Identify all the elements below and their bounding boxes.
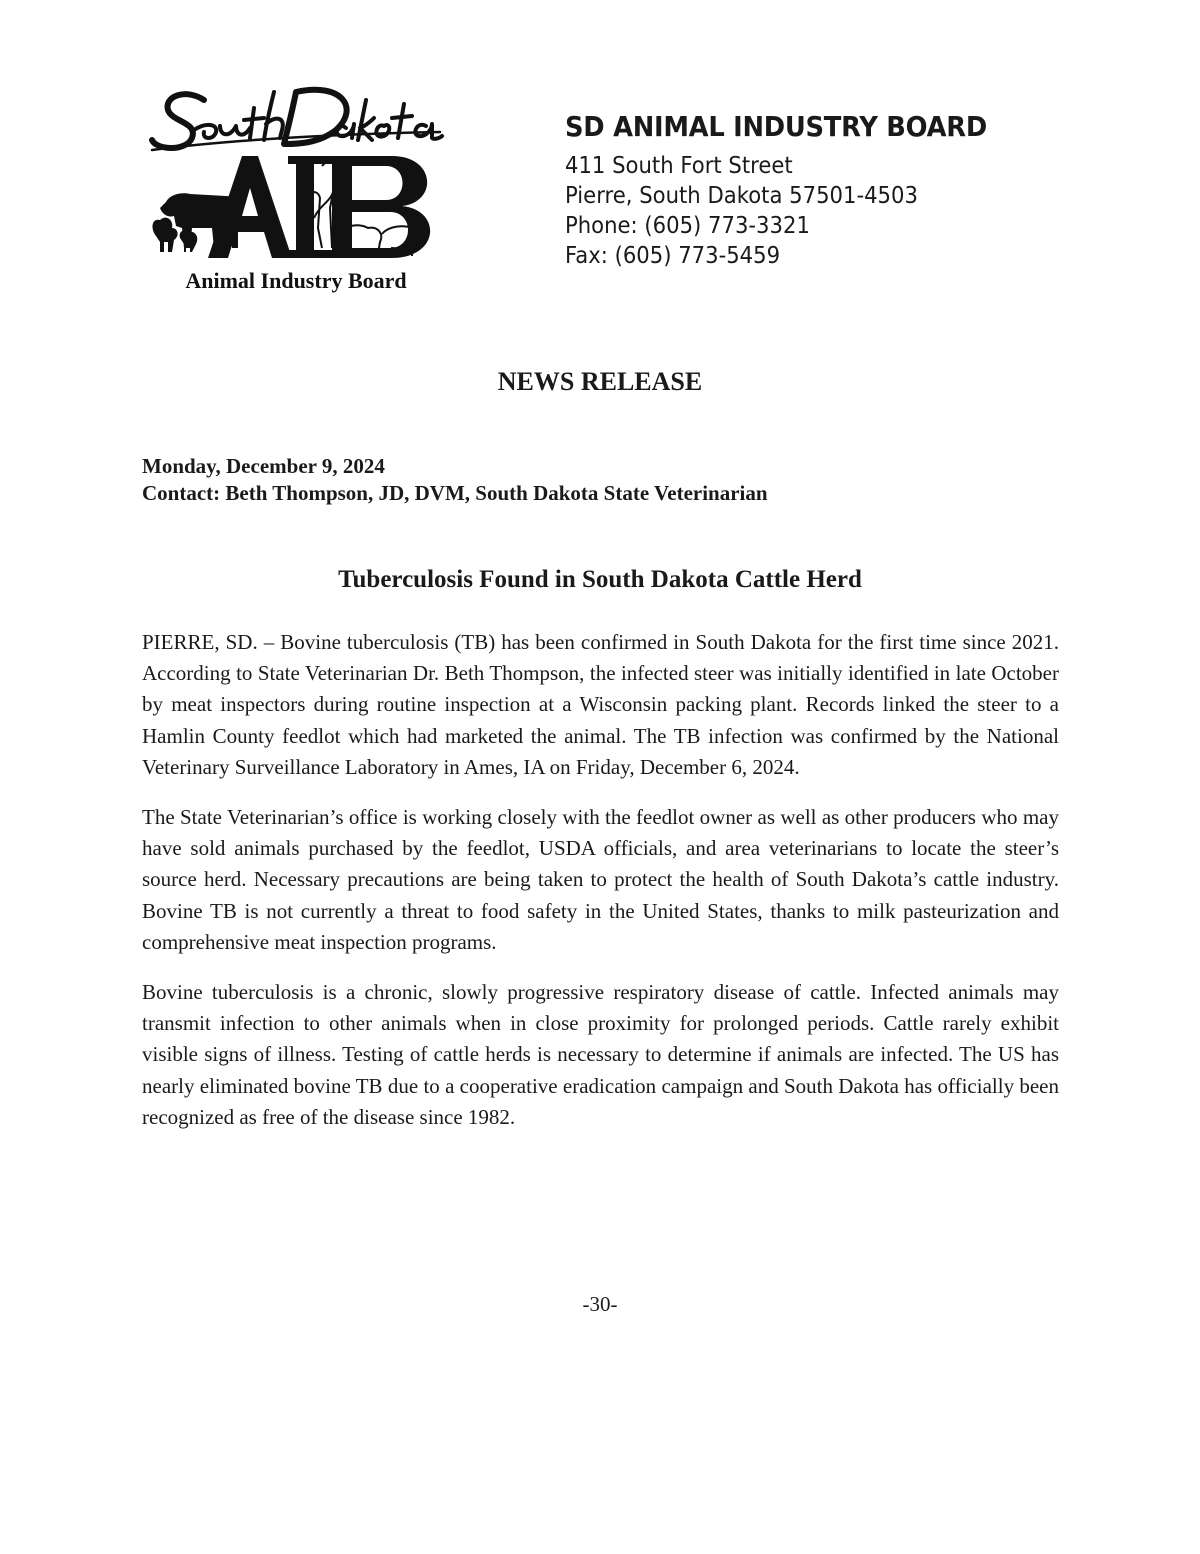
city-state-zip: Pierre, South Dakota 57501-4503 (565, 183, 918, 209)
release-type-heading: NEWS RELEASE (497, 367, 703, 396)
street-address: 411 South Fort Street (565, 153, 793, 179)
paragraph-1: PIERRE, SD. – Bovine tuberculosis (TB) has been confirmed in South Dakota for the first time since 2021. According to State Veterinarian Dr. Beth Thompson, the infected steer was initially identified in late October by meat inspectors during routine inspection at a Wisconsin packing plant. Records linked the steer to a Hamlin County feedlot which had marketed the animal. The TB infection was confirmed by the National Veterinary Surveillance Laboratory in Ames, IA on Friday, December 6, 2024. (142, 630, 1059, 779)
paragraph-2: The State Veterinarian’s office is working closely with the feedlot owner as well as other producers who may have sold animals purchased by the feedlot, USDA officials, and area veterinarians to locate the steer’s source herd. Necessary precautions are being taken to protect the health of South Dakota’s cattle industry. Bovine TB is not currently a threat to food safety in the United States, thanks to milk pasteurization and comprehensive meat inspection programs. (142, 805, 1059, 954)
release-contact: Contact: Beth Thompson, JD, DVM, South Dakota State Veterinarian (142, 481, 768, 505)
organization-name: SD ANIMAL INDUSTRY BOARD (565, 110, 987, 143)
paragraph-3: Bovine tuberculosis is a chronic, slowly progressive respiratory disease of cattle. Infected animals may transmit infection to other animals when in close proximity for prolonged periods. Cattle rarely exhibit visible signs of illness. Testing of cattle herds is necessary to determine if animals are infected. The US has nearly eliminated bovine TB due to a cooperative eradication campaign and South Dakota has officially been recognized as free of the disease since 1982. (142, 980, 1059, 1129)
end-mark: -30- (582, 1292, 618, 1316)
phone-number: Phone: (605) 773-3321 (565, 213, 810, 239)
release-meta (142, 453, 768, 507)
organization-letterhead (565, 110, 1125, 271)
headline: Tuberculosis Found in South Dakota Cattle Herd (338, 566, 862, 593)
animal-industry-board-logo (146, 78, 446, 296)
article-body (142, 627, 1059, 1152)
release-date: Monday, December 9, 2024 (142, 454, 385, 478)
fax-number: Fax: (605) 773-5459 (565, 243, 781, 269)
logo-caption: Animal Industry Board (185, 268, 407, 293)
